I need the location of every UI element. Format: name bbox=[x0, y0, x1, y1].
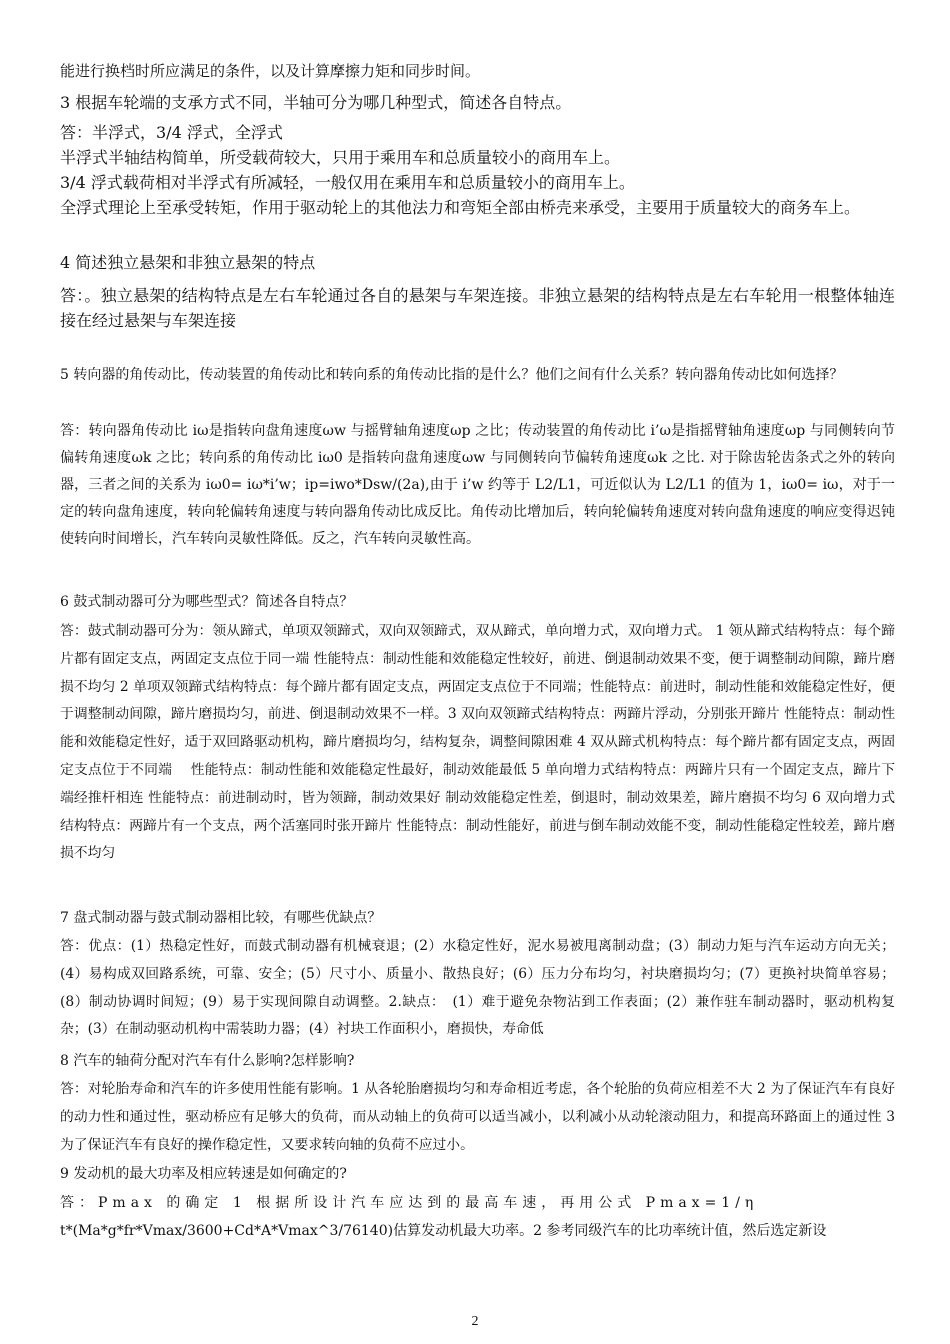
answer-text: 答：转向器角传动比 iω是指转向盘角速度ωw 与摇臂轴角速度ωp 之比；传动装置的角传动比 i’ω是指摇臂轴角速度ωp 与同侧转向节偏转角速度ωk 之比；转向系的角传动比 iω0 是指转向盘角速度ωw 与同侧转向节偏转角速度ωk 之比. 对于除齿轮齿条式之外的转向器，三者之间的关系为 iω0= iω*i’w；ip=iwo*Dsw/(2a),由于 i’w 约等于 L2/L1，可近似认为 L2/L1 的值为 1，iω0= iω，对于一定的转向盘角速度，转向轮偏转角速度与转向器角传动比成反比。角传动比增加后，转向轮偏转角速度对转向盘角速度的响应变得迟钝使转向时间增长，汽车转向灵敏性降低。反之，汽车转向灵敏性高。 bbox=[60, 423, 895, 547]
page-number: 2 bbox=[471, 1314, 479, 1329]
answer-text: 答：鼓式制动器可分为：领从蹄式，单项双领蹄式，双向双领蹄式，双从蹄式，单向增力式，双向增力式。 1 领从蹄式结构特点：每个蹄片都有固定支点，两固定支点位于同一端 性能特点：制动性能和效能稳定性较好，前进、倒退制动效果不变，便于调整制动间隙，蹄片磨损不均匀 2 单项双领蹄式结构特点：每个蹄片都有固定支点，两固定支点位于不同端；性能特点：前进时，制动性能和效能稳定性好，便于调整制动间隙，蹄片磨损均匀，前进、倒退制动效果不一样。3 双向双领蹄式结构特点：两蹄片浮动，分别张开蹄片 性能特点：制动性能和效能稳定性好，适于双回路驱动机构，蹄片磨损均匀，结构复杂，调整间隙困难 4 双从蹄式机构特点：每个蹄片都有固定支点，两固定支点位于不同端 性能特点：制动性能和效能稳定性最好，制动效能最低 5 单向增力式结构特点：两蹄片只有一个固定支点，蹄片下端经推杆相连 性能特点：前进制动时，皆为领蹄，制动效果好 制动效能稳定性差，倒退时，制动效果差，蹄片磨损不均匀 6 双向增力式结构特点：两蹄片有一个支点，两个活塞同时张开蹄片 性能特点：制动性能好，前进与倒车制动效能不变，制动性能稳定性较差，蹄片磨损不均匀 bbox=[60, 623, 895, 862]
answer-text: 3/4 浮式载荷相对半浮式有所减轻，一般仅用在乘用车和总质量较小的商用车上。 bbox=[60, 173, 635, 192]
answer-text: 全浮式理论上至承受转矩，作用于驱动轮上的其他法力和弯矩全部由桥壳来承受，主要用于质量较大的商务车上。 bbox=[60, 198, 861, 217]
question-heading: 7 盘式制动器与鼓式制动器相比较，有哪些优缺点？ bbox=[60, 910, 382, 926]
answer-text: 答：半浮式，3/4 浮式，全浮式 bbox=[60, 123, 283, 142]
text-line: 能进行换档时所应满足的条件，以及计算摩擦力矩和同步时间。 bbox=[60, 62, 481, 80]
question-heading: 4 简述独立悬架和非独立悬架的特点 bbox=[60, 253, 316, 272]
question-heading: 9 发动机的最大功率及相应转速是如何确定的? bbox=[60, 1166, 347, 1182]
question-heading: 8 汽车的轴荷分配对汽车有什么影响?怎样影响? bbox=[60, 1053, 355, 1069]
answer-text: 答：Pmax 的确定 1 根据所设计汽车应达到的最高车速，再用公式 Pmax=1/η bbox=[60, 1195, 759, 1211]
question-heading: 6 鼓式制动器可分为哪些型式？简述各自特点？ bbox=[60, 594, 354, 610]
answer-text: 答：优点：(1）热稳定性好，而鼓式制动器有机械衰退；(2）水稳定性好，泥水易被甩离制动盘；(3）制动力矩与汽车运动方向无关；(4）易构成双回路系统，可靠、安全；(5）尺寸小、质量小、散热良好；(6）压力分布均匀，衬块磨损均匀；(7）更换衬块简单容易；(8）制动协调时间短；(9）易于实现间隙自动调整。2.缺点： (1）难于避免杂物沾到工作表面；(2）兼作驻车制动器时，驱动机构复杂；(3）在制动驱动机构中需装助力器；(4）衬块工作面积小，磨损快，寿命低 bbox=[60, 938, 895, 1038]
question-heading: 3 根据车轮端的支承方式不同，半轴可分为哪几种型式，简述各自特点。 bbox=[60, 93, 572, 112]
answer-text: 答：。独立悬架的结构特点是左右车轮通过各自的悬架与车架连接。非独立悬架的结构特点是左右车轮用一根整体轴连接在经过悬架与车架连接 bbox=[60, 286, 895, 330]
answer-text: 答：对轮胎寿命和汽车的许多使用性能有影响。1 从各轮胎磨损均匀和寿命相近考虑，各个轮胎的负荷应相差不大 2 为了保证汽车有良好的动力性和通过性，驱动桥应有足够大的负荷，而从动轴上的负荷可以适当减小，以利减小从动轮滚动阻力，和提高环路面上的通过性 3 为了保证汽车有良好的操作稳定性，又要求转向轴的负荷不应过小。 bbox=[60, 1081, 895, 1153]
answer-text: 半浮式半轴结构简单，所受载荷较大，只用于乘用车和总质量较小的商用车上。 bbox=[60, 148, 621, 167]
question-heading: 5 转向器的角传动比，传动装置的角传动比和转向系的角传动比指的是什么？他们之间有什么关系？转向器角传动比如何选择？ bbox=[60, 367, 844, 383]
answer-text: t*(Ma*g*fr*Vmax/3600+Cd*A*Vmax^3/76140)估算发动机最大功率。2 参考同级汽车的比功率统计值，然后选定新设 bbox=[60, 1223, 827, 1239]
